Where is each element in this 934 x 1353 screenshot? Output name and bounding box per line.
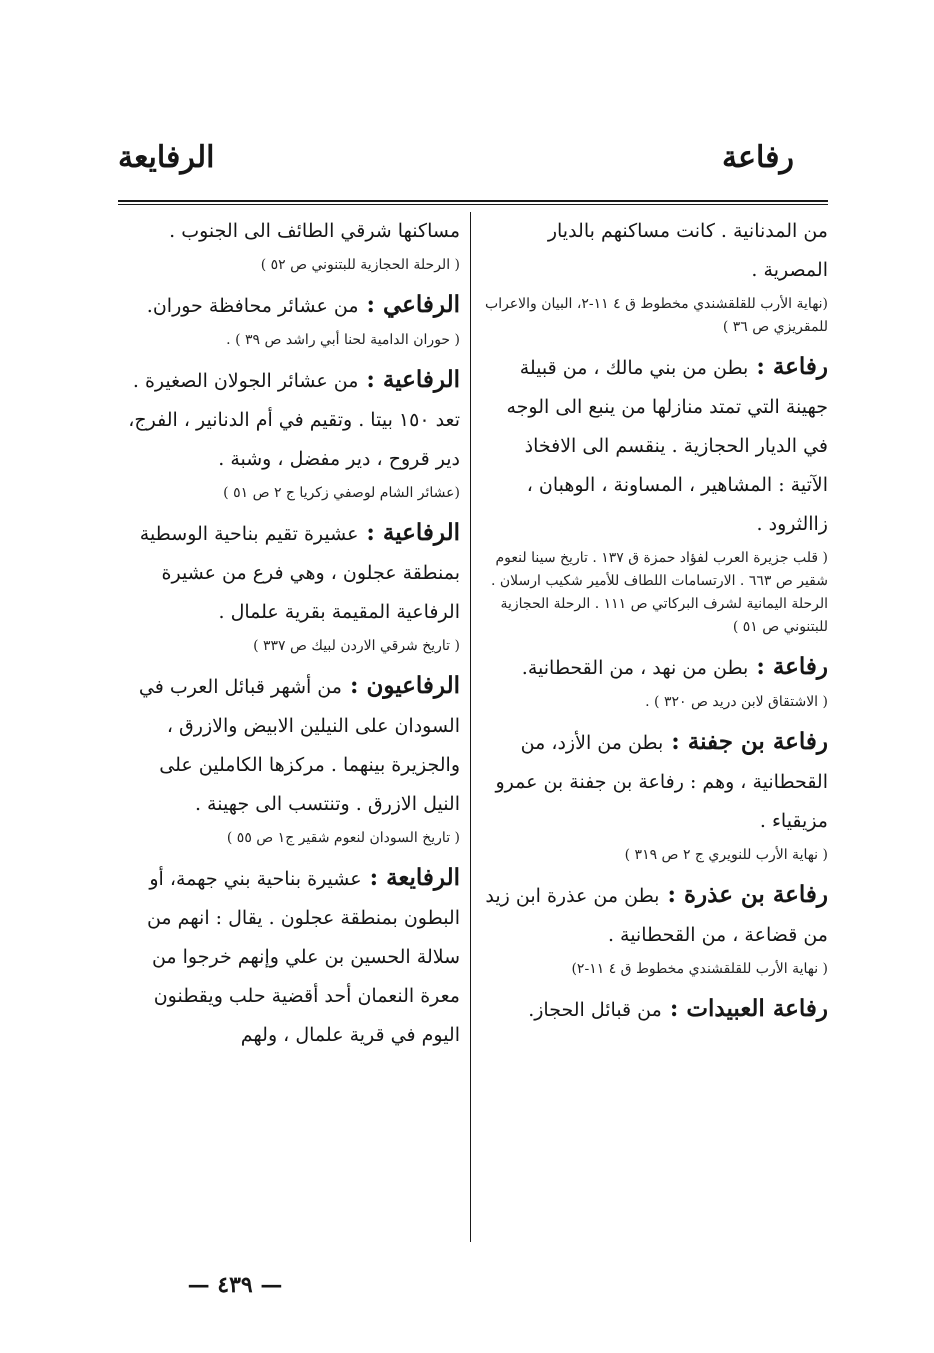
entry-paragraph [118,212,460,251]
entry-text: من عشائر محافظة حوران. [146,295,359,317]
entry-paragraph [118,666,460,824]
reference-citation: ( تاريخ شرقي الاردن لبيك ص ٣٣٧ ) [253,638,460,654]
entry-text: من قبائل الحجاز. [528,999,662,1021]
entry-head: الرفايعة : [361,864,460,891]
reference-citation: (نهاية الأرب للقلقشندي مخطوط ق ٤ ١١-٢، البيان والاعراب للمقريزي ص ٣٦ ) [485,296,828,335]
entry-text: بطن من نهد ، من القحطانية. [521,657,749,679]
entry-paragraph [118,513,460,632]
left-column [118,212,460,1055]
entry-head: الرفاعي : [358,291,460,318]
entry-paragraph [482,347,828,544]
reference-citation: ( نهاية الأرب للقلقشندي مخطوط ق ٤ ١١-٢) [571,961,828,977]
entry-paragraph [482,989,828,1030]
entry-head: رفاعة : [748,353,828,380]
entry-paragraph [482,722,828,841]
reference-citation: ( الرحلة الحجازية للبتنوني ص ٥٢ ) [260,257,460,273]
entry-text: من عشائر الجولان الصغيرة . تعد ١٥٠ بيتا . وتقيم في أم الدنانير ، الفرج، دير قروح ، دير مفضل ، وشبة . [128,370,460,470]
entry-text: مساكنها شرقي الطائف الى الجنوب . [169,220,460,242]
entry-text: من أشهر قبائل العرب في السودان على النيلين الابيض والازرق ، والجزيرة بينهما . مركزها الكاملين على النيل الازرق . وتنتسب الى جهينة . [138,676,460,815]
entry-head: الرفاعية : [358,519,460,546]
entry-head: رفاعة بن عذرة : [659,881,828,908]
entry-head: رفاعة : [748,653,828,680]
entry-text: بطن من الأزد، من القحطانية ، وهم : رفاعة بن جفنة بن عمرو مزيقياء . [495,732,828,832]
reference-citation: ( قلب جزيرة العرب لفؤاد حمزة ق ١٣٧ . تاريخ سينا لنعوم شقير ص ٦٦٣ . الارتسامات اللطاف للأمير شكيب ارسلان . الرحلة اليمانية لشرف البركاتي ص ١١١ . الرحلة الحجازية للبتنوني ص ٥١ ) [490,550,828,635]
entry-paragraph [118,285,460,326]
entry-paragraph [482,647,828,688]
reference-citation: ( الاشتقاق لابن دريد ص ٣٢٠ ) . [645,694,828,710]
reference-citation: ( حوران الدامية لحنا أبي راشد ص ٣٩ ) . [226,332,460,348]
entry-text: من المدنانية . كانت مساكنهم بالديار المصرية . [547,220,828,281]
reference-citation: ( نهاية الأرب للنويري ج ٢ ص ٣١٩ ) [624,847,828,863]
entry-text: عشيرة بناحية بني جهمة، أو البطون بمنطقة عجلون . يقال : انهم من سلالة الحسين بن علي وإنهم خرجوا من معرة النعمان أحد أقضية حلب ويقطنون اليوم في قرية علمال ، ولهم [146,868,460,1046]
entry-paragraph [482,875,828,955]
reference-citation: ( تاريخ السودان لنعوم شقير ج١ ص ٥٥ ) [226,830,460,846]
entry-text: بطن من بني مالك ، من قبيلة جهينة التي تمتد منازلها من ينبع الى الوجه في الديار الحجازية . ينقسم الى الافخاذ الآتية : المشاهير ، المساونة ، الوهبان ، زاالثرود . [506,357,828,535]
reference-citation: (عشائر الشام لوصفي زكريا ج ٢ ص ٥١ ) [223,485,460,501]
header-left-title: الرفايعة [118,140,215,175]
header-right-title: رفاعة [722,140,794,175]
entry-head: الرفاعية : [358,366,460,393]
header-rule-thin [118,204,828,205]
entry-text: عشيرة تقيم بناحية الوسطية بمنطقة عجلون ، وهي فرع من عشيرة الرفاعية المقيمة بقرية علمال . [139,523,460,623]
entry-head: رفاعة بن جفنة : [663,728,828,755]
right-column [482,212,828,1030]
page-number: — ٤٣٩ — [187,1272,283,1298]
entry-text: بطن من عذرة ابن زيد من قضاعة ، من القحطانية . [485,885,828,946]
column-divider [470,212,471,1242]
entry-paragraph [118,858,460,1055]
entry-head: رفاعة العبيدات : [661,995,828,1022]
entry-head: الرفاعيون : [341,672,460,699]
entry-paragraph [118,360,460,479]
header-rule [118,200,828,202]
entry-paragraph [482,212,828,290]
